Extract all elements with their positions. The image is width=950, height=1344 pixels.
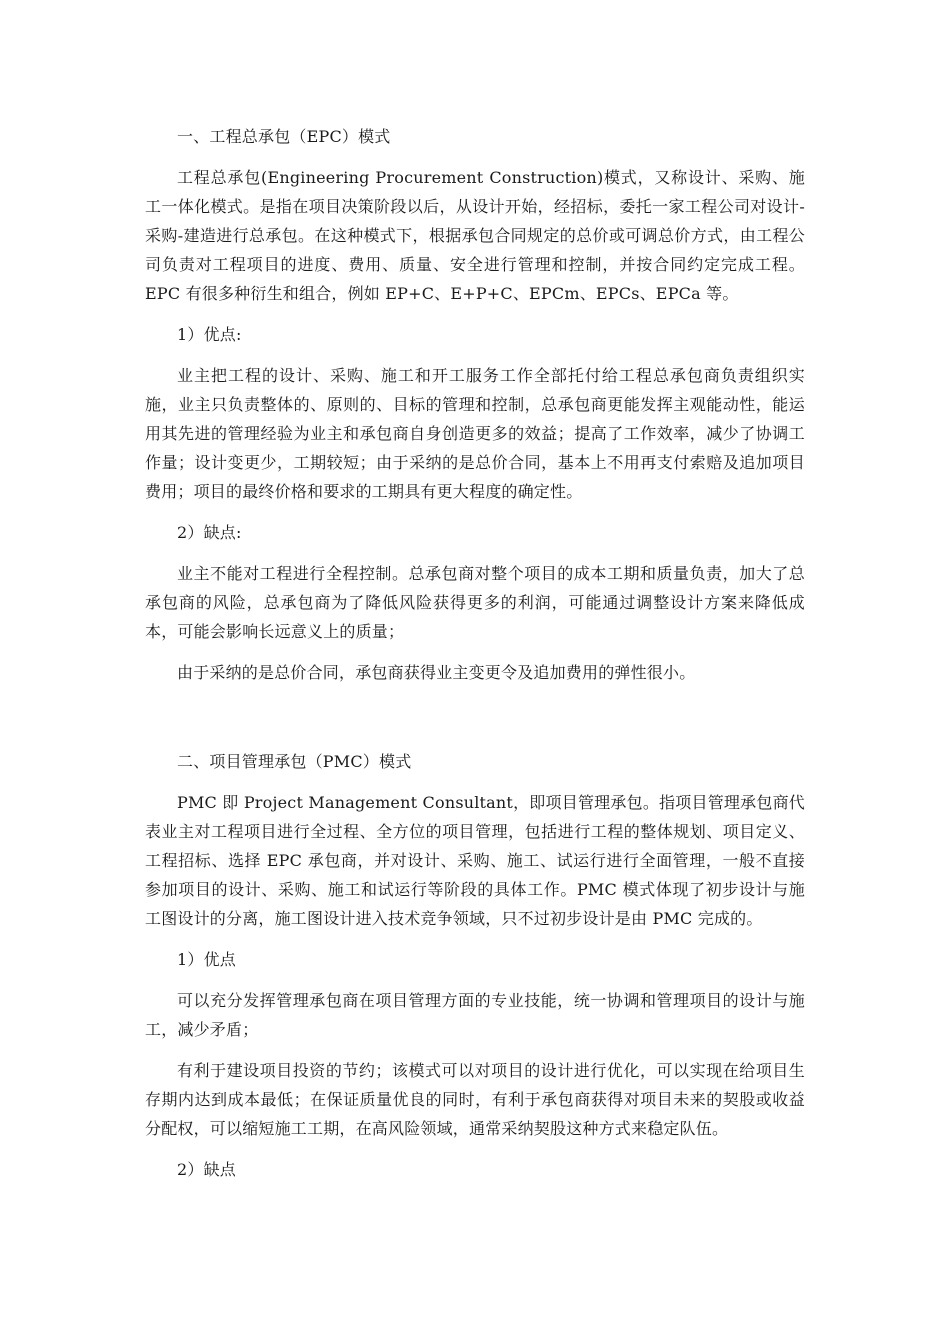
pmc-disadvantages-title: 2）缺点 <box>177 1160 236 1179</box>
epc-advantages-paragraph: 业主把工程的设计、采购、施工和开工服务工作全部托付给工程总承包商负责组织实施，业主只负责整体的、原则的、目标的管理和控制，总承包商更能发挥主观能动性，能运用其先进的管理经验为业主和承包商自身创造更多的效益；提高了工作效率，减少了协调工作量；设计变更少，工期较短；由于采纳的是总价合同，基本上不用再支付索赔及追加项目费用；项目的最终价格和要求的工期具有更大程度的确定性。 <box>145 366 805 501</box>
pmc-intro-paragraph: PMC 即 Project Management Consultant，即项目管理承包。指项目管理承包商代表业主对工程项目进行全过程、全方位的项目管理，包括进行工程的整体规划、项目定义、工程招标、选择 EPC 承包商，并对设计、采购、施工、试运行进行全面管理，一般不直接参加项目的设计、采购、施工和试运行等阶段的具体工作。PMC 模式体现了初步设计与施工图设计的分离，施工图设计进入技术竞争领域，只不过初步设计是由 PMC 完成的。 <box>145 793 805 928</box>
section-heading-pmc: 二、项目管理承包（PMC）模式 <box>177 752 412 771</box>
epc-intro-paragraph: 工程总承包(Engineering Procurement Construction)模式，又称设计、采购、施工一体化模式。是指在项目决策阶段以后，从设计开始，经招标，委托一家工程公司对设计-采购-建造进行总承包。在这种模式下，根据承包合同规定的总价或可调总价方式，由工程公司负责对工程项目的进度、费用、质量、安全进行管理和控制，并按合同约定完成工程。EPC 有很多种衍生和组合，例如 EP+C、E+P+C、EPCm、EPCs、EPCa 等。 <box>145 168 805 303</box>
epc-disadvantages-title: 2）缺点: <box>177 523 242 542</box>
document-page <box>145 122 805 1184</box>
pmc-advantages-paragraph-2: 有利于建设项目投资的节约；该模式可以对项目的设计进行优化，可以实现在给项目生存期内达到成本最低；在保证质量优良的同时，有利于承包商获得对项目未来的契股或收益分配权，可以缩短施工工期，在高风险领域，通常采纳契股这种方式来稳定队伍。 <box>145 1061 805 1138</box>
epc-advantages-title: 1）优点: <box>177 325 242 344</box>
epc-disadvantages-paragraph-2: 由于采纳的是总价合同，承包商获得业主变更令及追加费用的弹性很小。 <box>177 663 696 682</box>
pmc-advantages-title: 1）优点 <box>177 950 236 969</box>
pmc-advantages-paragraph-1: 可以充分发挥管理承包商在项目管理方面的专业技能，统一协调和管理项目的设计与施工，减少矛盾； <box>145 991 805 1039</box>
section-heading-epc: 一、工程总承包（EPC）模式 <box>177 127 391 146</box>
epc-disadvantages-paragraph-1: 业主不能对工程进行全程控制。总承包商对整个项目的成本工期和质量负责，加大了总承包商的风险，总承包商为了降低风险获得更多的利润，可能通过调整设计方案来降低成本，可能会影响长远意义上的质量； <box>145 564 805 641</box>
